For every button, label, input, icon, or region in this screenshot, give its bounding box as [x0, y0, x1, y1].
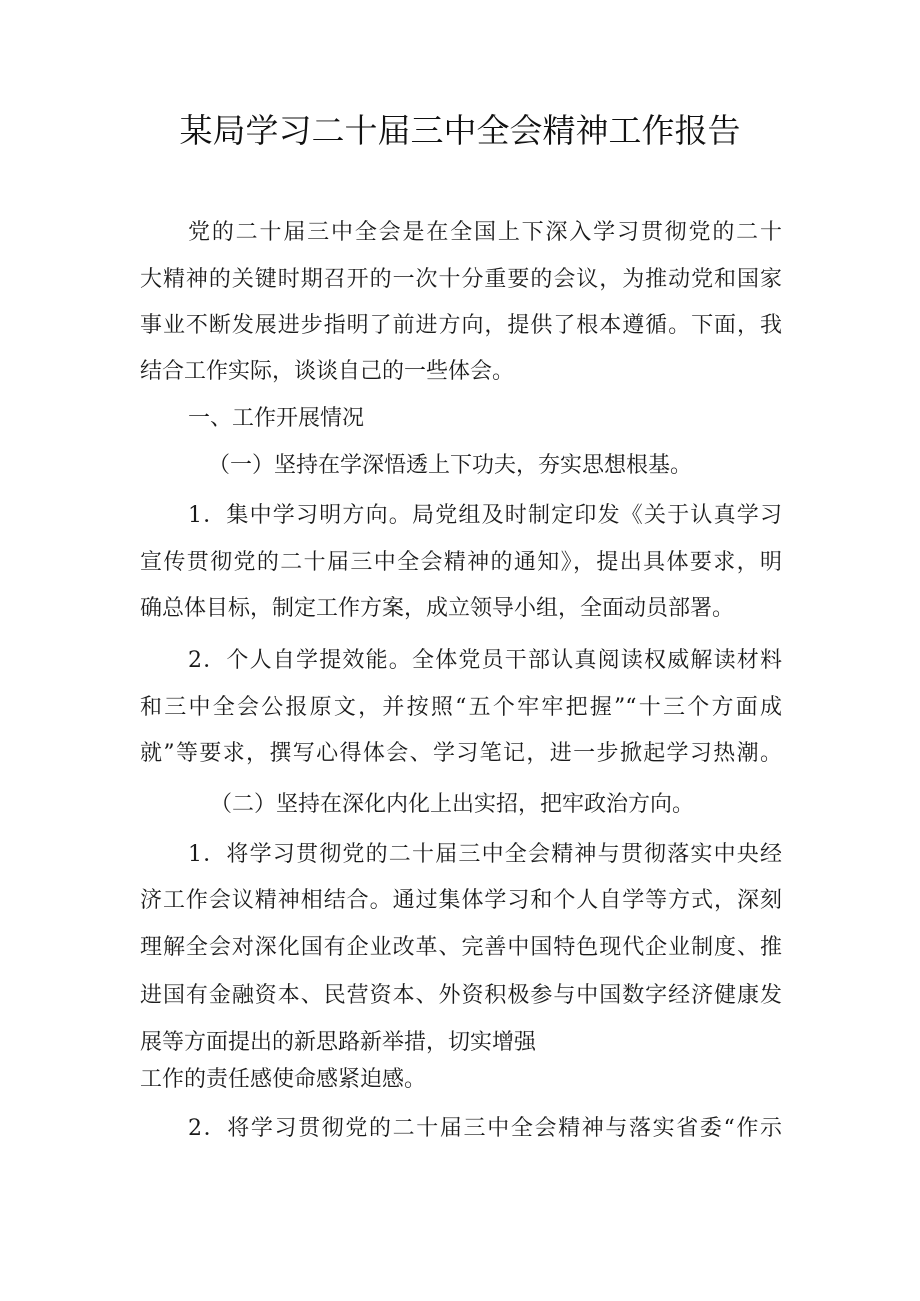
paragraph-line: 工作的责任感使命感紧迫感。	[140, 1067, 427, 1092]
paragraph-line: 和三中全会公报原文，并按照“五个牢牢把握”“十三个方面成	[140, 695, 782, 720]
paragraph-line: 结合工作实际，谈谈自己的一些体会。	[140, 359, 515, 384]
paragraph-line: 2．将学习贯彻党的二十届三中全会精神与落实省委“作示	[188, 1116, 782, 1141]
paragraph-line: 2．个人自学提效能。全体党员干部认真阅读权威解读材料	[188, 648, 782, 673]
paragraph-line: 党的二十届三中全会是在全国上下深入学习贯彻党的二十	[188, 220, 782, 245]
paragraph-line: 宣传贯彻党的二十届三中全会精神的通知》，提出具体要求，明	[140, 550, 782, 575]
section-heading: 一、工作开展情况	[188, 406, 365, 431]
paragraph-line: 济工作会议精神相结合。通过集体学习和个人自学等方式，深刻	[140, 888, 782, 913]
document-title: 某局学习二十届三中全会精神工作报告	[179, 111, 741, 150]
paragraph-line: 确总体目标，制定工作方案，成立领导小组，全面动员部署。	[140, 596, 735, 621]
paragraph-line: 进国有金融资本、民营资本、外资积极参与中国数字经济健康发	[140, 983, 782, 1008]
paragraph-line: 展等方面提出的新思路新举措，切实增强	[140, 1030, 537, 1055]
paragraph-line: 大精神的关键时期召开的一次十分重要的会议，为推动党和国家	[140, 267, 782, 292]
subsection-heading: （一）坚持在学深悟透上下功夫，夯实思想根基。	[208, 453, 693, 478]
paragraph-line: 就”等要求，撰写心得体会、学习笔记，进一步掀起学习热潮。	[140, 741, 782, 766]
subsection-heading: （二）坚持在深化内化上出实招，把牢政治方向。	[210, 792, 695, 817]
paragraph-line: 事业不断发展进步指明了前进方向，提供了根本遵循。下面，我	[140, 313, 782, 338]
paragraph-line: 1．将学习贯彻党的二十届三中全会精神与贯彻落实中央经	[188, 842, 782, 867]
paragraph-line: 理解全会对深化国有企业改革、完善中国特色现代企业制度、推	[140, 935, 782, 960]
paragraph-line: 1．集中学习明方向。局党组及时制定印发《关于认真学习	[188, 503, 782, 528]
